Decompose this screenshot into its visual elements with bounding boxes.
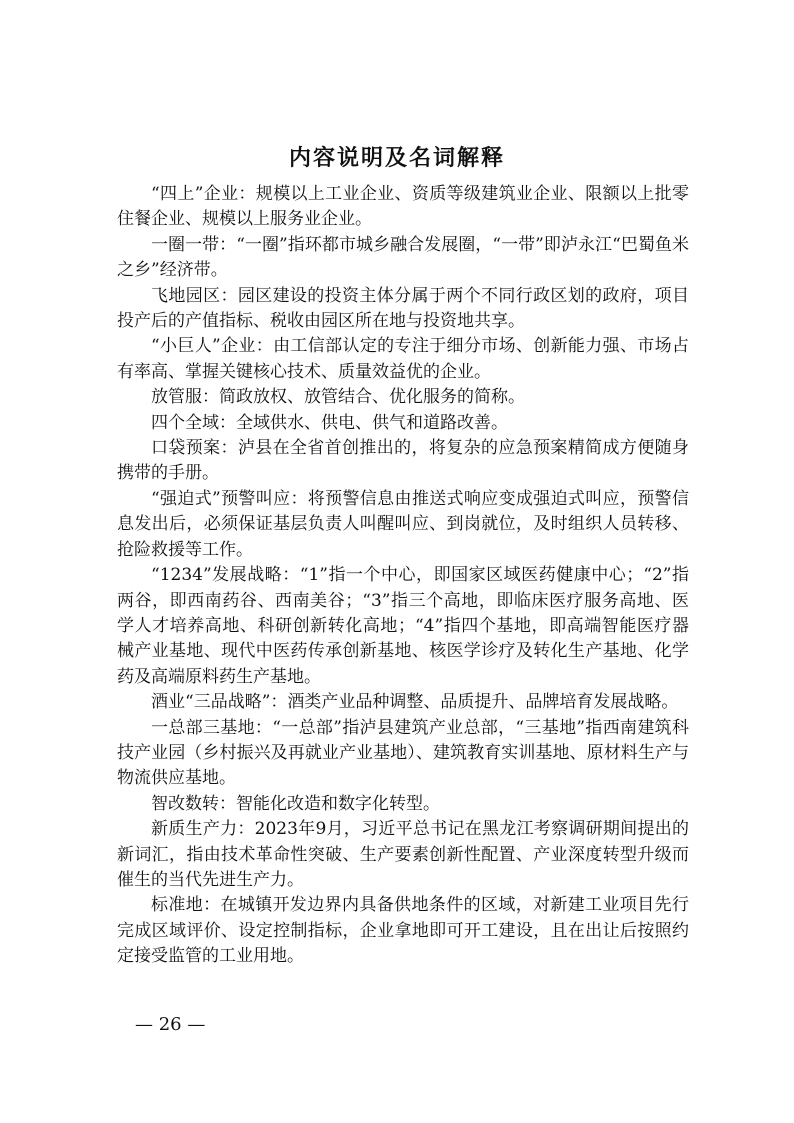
definition-paragraph: 放管服：简政放权、放管结合、优化服务的简称。	[151, 387, 525, 408]
definition-paragraph: 智改数转：智能化改造和数字化转型。	[151, 793, 440, 814]
definition-paragraph: 酒业“三品战略”：酒类产业品种调整、品质提升、品牌培育发展战略。	[151, 692, 679, 713]
definition-paragraph: 标准地：在城镇开发边界内具备供地条件的区域，对新建工业项目先行完成区域评价、设定控制指标，企业拿地即可开工建设，且在出让后按照约定接受监管的工业用地。	[117, 895, 689, 967]
page-title: 内容说明及名词解释	[288, 146, 505, 171]
definition-paragraph: 口袋预案：泸县在全省首创推出的，将复杂的应急预案精简成方便随身携带的手册。	[117, 438, 689, 484]
definition-paragraph: “小巨人”企业：由工信部认定的专注于细分市场、创新能力强、市场占有率高、掌握关键核心技术、质量效益优的企业。	[117, 336, 689, 382]
definition-paragraph: 一圈一带：“一圈”指环都市城乡融合发展圈，“一带”即泸永江“巴蜀鱼米之乡”经济带。	[117, 234, 689, 281]
definition-paragraph: “强迫式”预警叫应：将预警信息由推送式响应变成强迫式叫应，预警信息发出后，必须保证基层负责人叫醒叫应、到岗就位，及时组织人员转移、抢险救援等工作。	[117, 488, 689, 560]
definition-paragraph: 一总部三基地：“一总部”指泸县建筑产业总部，“三基地”指西南建筑科技产业园（乡村振兴及再就业产业基地）、建筑教育实训基地、原材料生产与物流供应基地。	[117, 717, 689, 789]
definition-paragraph: 飞地园区：园区建设的投资主体分属于两个不同行政区划的政府，项目投产后的产值指标、税收由园区所在地与投资地共享。	[117, 285, 689, 332]
definition-paragraph: 四个全域：全域供水、供电、供气和道路改善。	[151, 412, 508, 433]
definition-paragraph: 新质生产力：2023年9月，习近平总书记在黑龙江考察调研期间提出的新词汇，指由技术革命性突破、生产要素创新性配置、产业深度转型升级而催生的当代先进生产力。	[117, 819, 689, 890]
definition-paragraph: “四上”企业：规模以上工业企业、资质等级建筑业企业、限额以上批零住餐企业、规模以上服务业企业。	[117, 184, 689, 230]
page-number: — 26 —	[135, 1014, 206, 1035]
definition-paragraph: “1234”发展战略：“1”指一个中心，即国家区域医药健康中心；“2”指两谷，即西南药谷、西南美谷；“3”指三个高地，即临床医疗服务高地、医学人才培养高地、科研创新转化高地；“4”指四个基地，即高端智能医疗器械产业基地、现代中医药传承创新基地、核医学诊疗及转化生产基地、化学药及高端原料药生产基地。	[117, 565, 689, 687]
body-text	[117, 182, 689, 970]
